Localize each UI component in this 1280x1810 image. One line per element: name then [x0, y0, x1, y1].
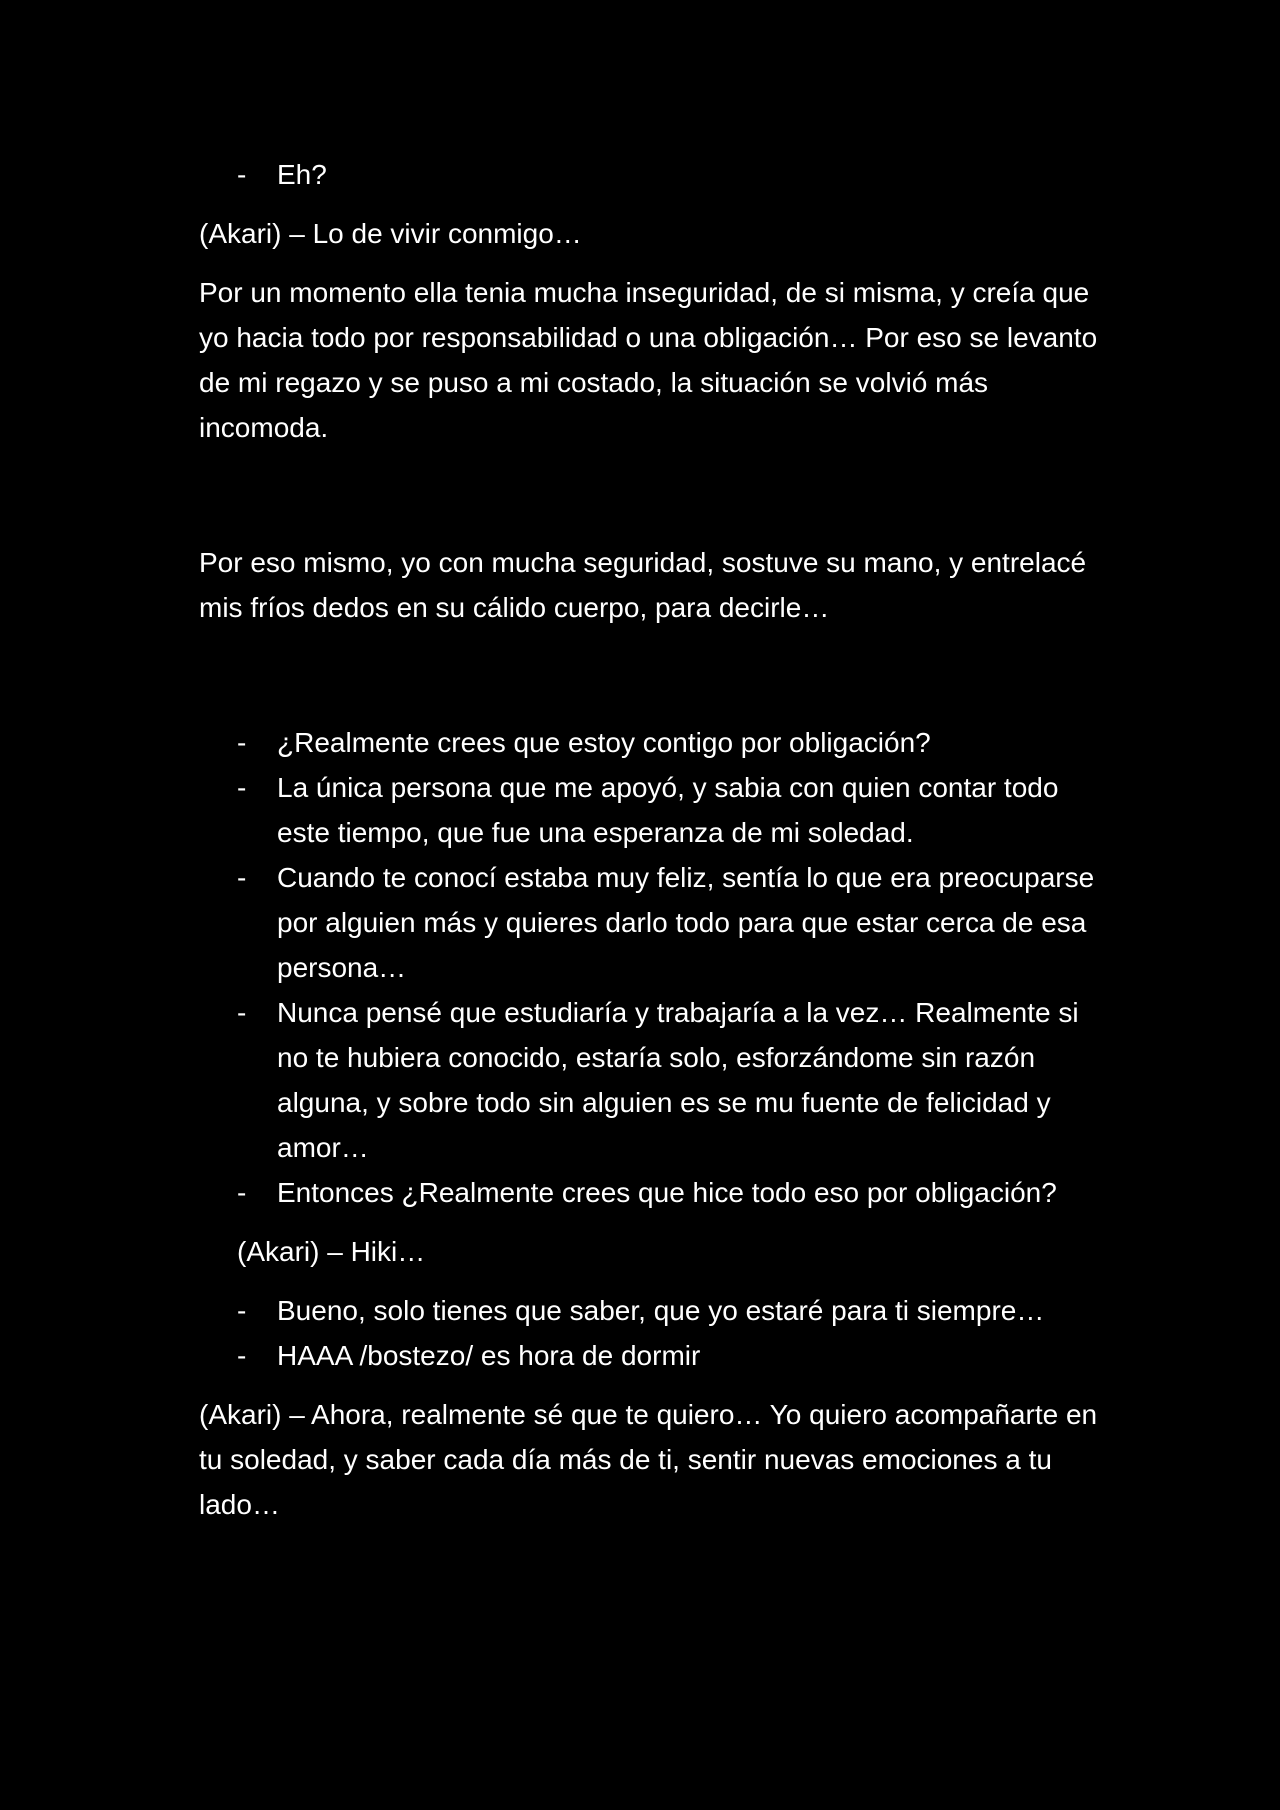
- list-item: [199, 1333, 1099, 1378]
- list-item: [199, 1170, 1099, 1215]
- dialogue-list-1: [199, 720, 1099, 1215]
- narration-paragraph-2: Por eso mismo, yo con mucha seguridad, sostuve su mano, y entrelacé mis fríos dedos en su cálido cuerpo, para decirle…: [199, 547, 1087, 623]
- dialogue-dash: -: [237, 997, 247, 1028]
- document-body: [199, 152, 1099, 1527]
- list-item: [199, 765, 1099, 855]
- akari-line-hiki: (Akari) – Hiki…: [237, 1236, 426, 1267]
- dialogue-text: Bueno, solo tienes que saber, que yo estaré para ti siempre…: [277, 1295, 1045, 1326]
- dialogue-dash: -: [237, 1177, 247, 1208]
- dialogue-text: Nunca pensé que estudiaría y trabajaría a la vez… Realmente si no te hubiera conocido, estaría solo, esforzándome sin razón alguna, y sobre todo sin alguien es se mu fuente de felicidad y amor…: [277, 997, 1079, 1163]
- akari-line-final: (Akari) – Ahora, realmente sé que te quiero… Yo quiero acompañarte en tu soledad, y saber cada día más de ti, sentir nuevas emociones a tu lado…: [199, 1399, 1098, 1520]
- dialogue-text: HAAA /bostezo/ es hora de dormir: [277, 1340, 701, 1371]
- dialogue-text: Cuando te conocí estaba muy feliz, sentía lo que era preocuparse por alguien más y quieres darlo todo para que estar cerca de esa persona…: [277, 862, 1095, 983]
- dialogue-list-2: [199, 1288, 1099, 1378]
- dialogue-line-eh: [199, 152, 1099, 197]
- dialogue-dash: -: [237, 159, 247, 190]
- akari-line-vivir: (Akari) – Lo de vivir conmigo…: [199, 218, 582, 249]
- dialogue-text: Entonces ¿Realmente crees que hice todo eso por obligación?: [277, 1177, 1057, 1208]
- list-item: [199, 720, 1099, 765]
- list-item: [199, 855, 1099, 990]
- list-item: [199, 1288, 1099, 1333]
- dialogue-dash: -: [237, 727, 247, 758]
- dialogue-dash: -: [237, 1340, 247, 1371]
- narration-paragraph-1: Por un momento ella tenia mucha inseguridad, de si misma, y creía que yo hacia todo por responsabilidad o una obligación… Por eso se levanto de mi regazo y se puso a mi costado, la situación se volvió más incomoda.: [199, 277, 1098, 443]
- dialogue-text: ¿Realmente crees que estoy contigo por obligación?: [277, 727, 931, 758]
- dialogue-dash: -: [237, 772, 247, 803]
- dialogue-text: Eh?: [277, 159, 327, 190]
- dialogue-dash: -: [237, 862, 247, 893]
- dialogue-text: La única persona que me apoyó, y sabia con quien contar todo este tiempo, que fue una esperanza de mi soledad.: [277, 772, 1059, 848]
- dialogue-dash: -: [237, 1295, 247, 1326]
- list-item: [199, 990, 1099, 1170]
